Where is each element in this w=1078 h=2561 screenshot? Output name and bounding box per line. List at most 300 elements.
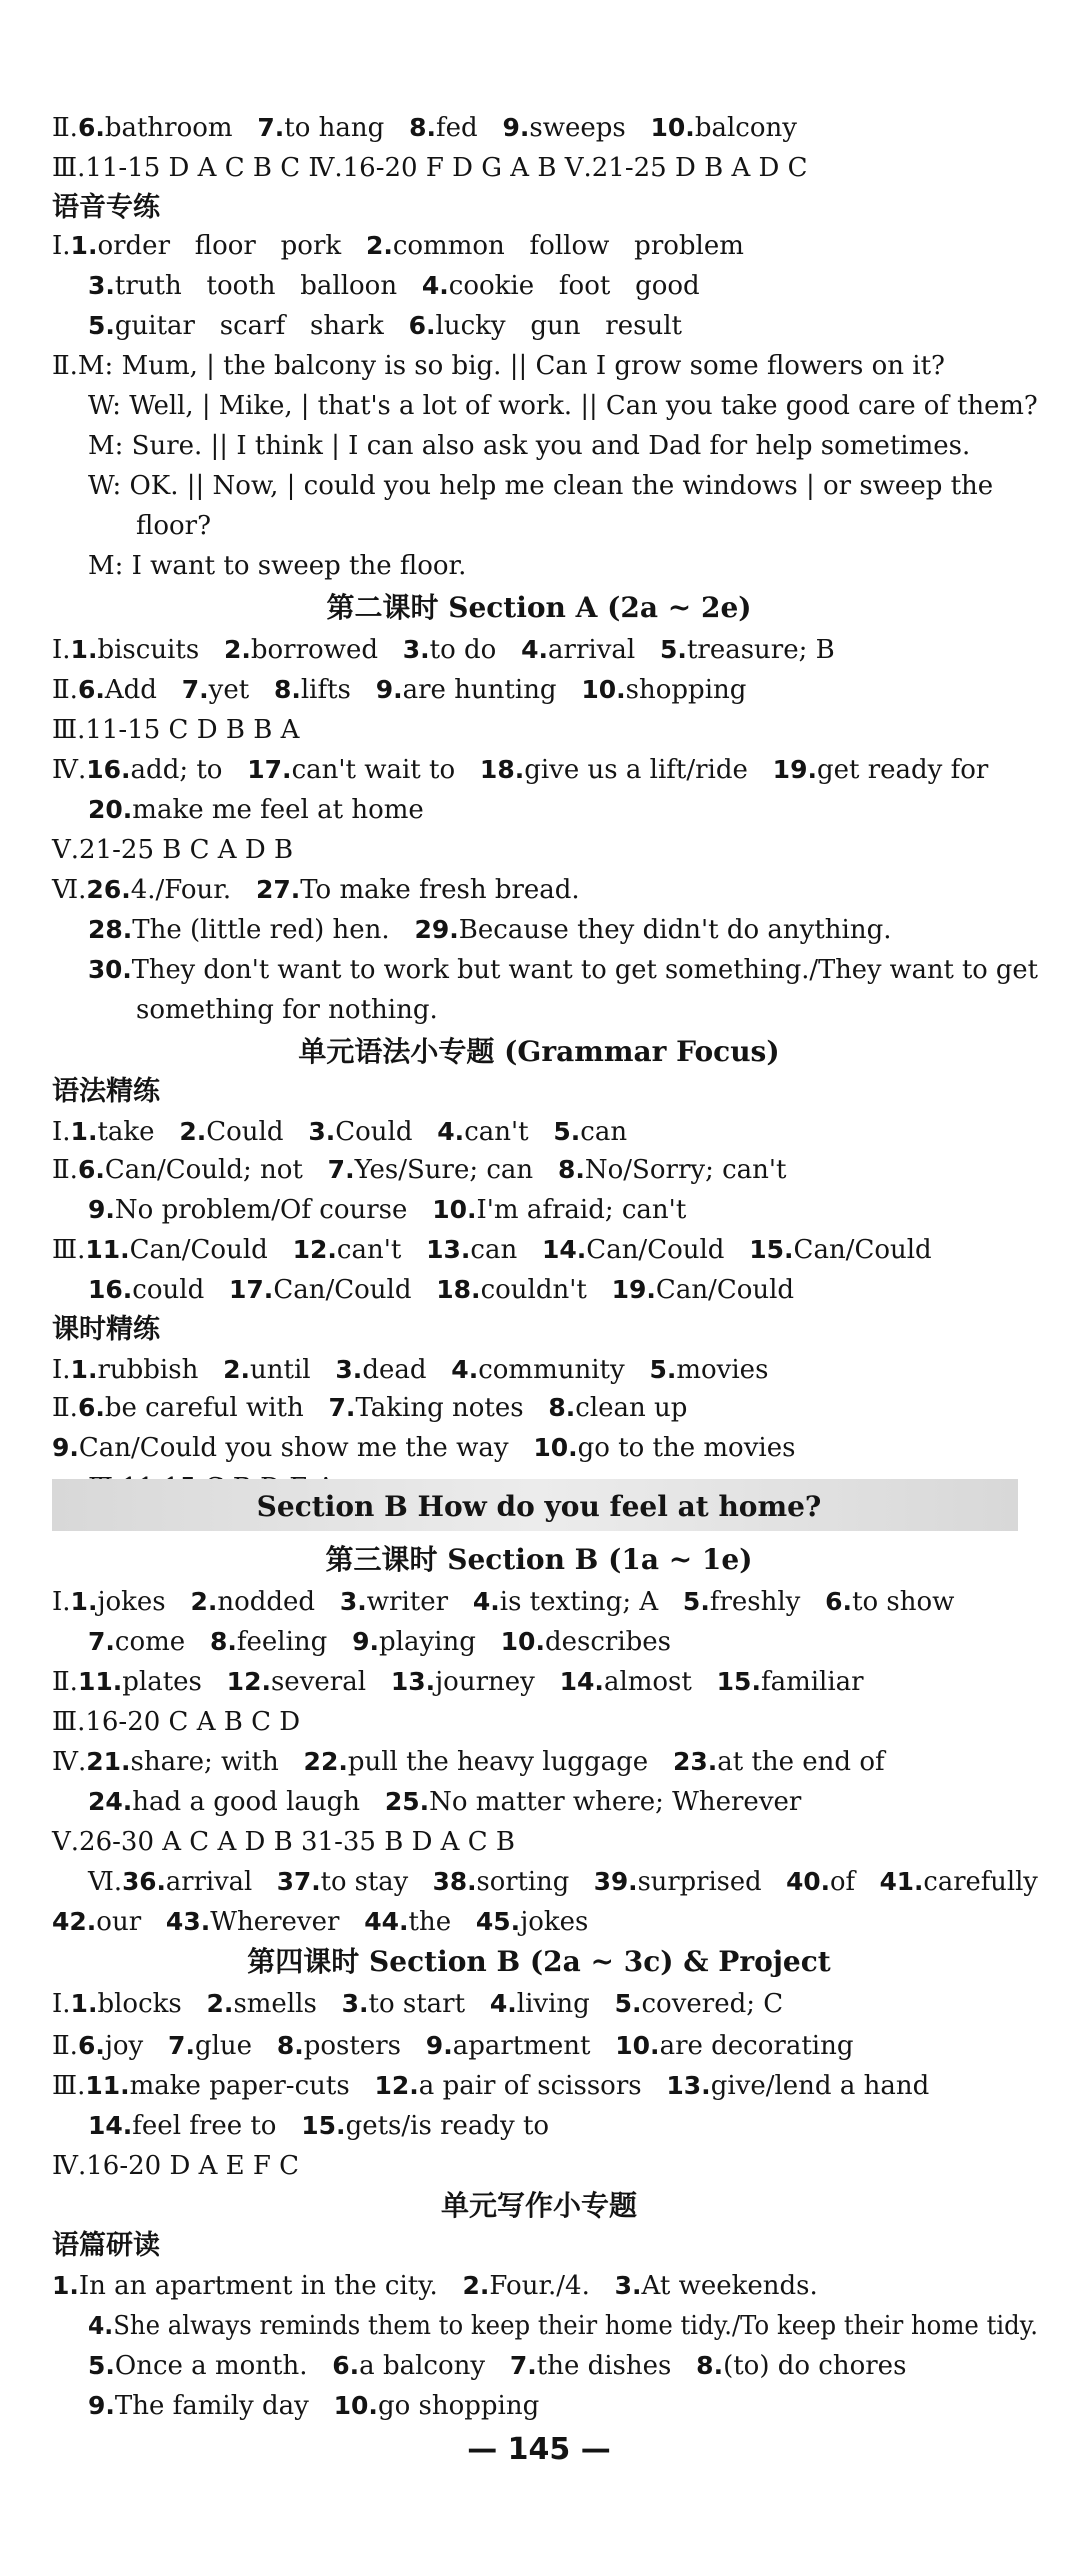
item-number: 1. (70, 1355, 98, 1384)
answer-text: describes (544, 1627, 672, 1657)
item-number: 1. (70, 1989, 98, 2018)
item-number: 39. (593, 1867, 638, 1896)
item-number: 45. (475, 1907, 521, 1936)
answer-text: freshly (709, 1587, 801, 1617)
answer-text: Can/Could (586, 1235, 725, 1265)
answer-text: M: I want to sweep the floor. (88, 551, 467, 581)
roman-numeral: Ⅵ. (88, 1867, 123, 1897)
answer-line (0, 2226, 1078, 2266)
answer-line (0, 950, 1078, 990)
answer-text: (to) do chores (723, 2351, 907, 2381)
answer-line (0, 2026, 1078, 2066)
item-number: 1. (52, 2271, 79, 2300)
item-number: 10. (533, 1433, 578, 1462)
roman-numeral: Ⅱ. (52, 2031, 78, 2061)
answer-text: borrowed (250, 635, 378, 665)
roman-numeral: Ⅰ. (52, 231, 71, 261)
answer-text: W: Well, | Mike, | that's a lot of work. || Can you take good care of them? (88, 391, 1038, 421)
item-number: 18. (436, 1275, 481, 1304)
answer-text: surprised (637, 1867, 762, 1897)
answer-line (0, 188, 1078, 228)
item-number: 19. (611, 1275, 656, 1304)
lesson-title: 第三课时 Section B (1a ~ 1e) (325, 1543, 753, 1576)
item-number: 5. (649, 1355, 677, 1384)
item-number: 26. (86, 875, 131, 904)
answer-line (0, 1270, 1078, 1310)
item-number: 36. (122, 1867, 166, 1896)
item-number: 44. (364, 1907, 409, 1936)
item-number: 8. (548, 1393, 576, 1422)
item-number: 5. (88, 311, 115, 340)
item-number: 27. (255, 875, 301, 904)
answer-text: I'm afraid; can't (476, 1195, 687, 1225)
answer-text: Ⅱ.M: Mum, | the balcony is so big. || Can I grow some flowers on it? (52, 351, 946, 381)
item-number: 10. (581, 675, 626, 704)
item-number: 3. (308, 1117, 336, 1146)
answer-text: apartment (452, 2031, 591, 2061)
answer-text: Ⅲ.11-15 C D B B A (52, 715, 300, 745)
answer-text: Wherever (210, 1907, 340, 1937)
answer-text: go to the movies (577, 1433, 796, 1463)
item-number: 11. (85, 2071, 130, 2100)
answer-text: almost (603, 1667, 692, 1697)
answer-text: Can/Could (793, 1235, 932, 1265)
item-number: 1. (70, 231, 98, 260)
item-number: 8. (696, 2351, 724, 2380)
answer-line (0, 108, 1078, 148)
answer-line (0, 148, 1078, 188)
answer-text: fed (436, 113, 478, 143)
item-number: 6. (77, 675, 105, 704)
answer-line (0, 306, 1078, 346)
answer-text: Could (335, 1117, 413, 1147)
item-number: 9. (88, 1195, 115, 1224)
item-number: 41. (879, 1867, 924, 1896)
item-number: 9. (88, 2391, 115, 2420)
answer-text: biscuits (97, 635, 200, 665)
answer-line (0, 1190, 1078, 1230)
answer-line (0, 346, 1078, 386)
item-number: 2. (190, 1587, 218, 1616)
answer-line (0, 1822, 1078, 1862)
answer-line (0, 1984, 1078, 2024)
item-number: 28. (88, 915, 133, 944)
answer-line (0, 750, 1078, 790)
item-number: 15. (301, 2111, 346, 2140)
answer-line (0, 1702, 1078, 1742)
answer-text: At weekends. (641, 2271, 818, 2301)
item-number: 5. (660, 635, 687, 664)
answer-text: truth tooth balloon (114, 271, 398, 301)
roman-numeral: Ⅰ. (52, 1355, 71, 1385)
item-number: 14. (559, 1667, 604, 1696)
answer-text: The family day (114, 2391, 309, 2421)
item-number: 6. (77, 113, 105, 142)
answer-text: to start (368, 1989, 466, 2019)
answer-text: floor? (136, 511, 212, 541)
answer-line (0, 1862, 1078, 1902)
roman-numeral: Ⅱ. (52, 1155, 78, 1185)
item-number: 38. (432, 1867, 477, 1896)
answer-text: They don't want to work but want to get something./They want to get (131, 955, 1038, 985)
roman-numeral: Ⅲ. (52, 1235, 86, 1265)
item-number: 9. (352, 1627, 379, 1656)
answer-text: smells (233, 1989, 317, 2019)
answer-line (0, 2146, 1078, 2186)
answer-text: familiar (760, 1667, 864, 1697)
answer-text: 4./Four. (130, 875, 232, 905)
answer-line (0, 426, 1078, 466)
answer-text: cookie foot good (448, 271, 700, 301)
item-number: 12. (292, 1235, 337, 1264)
answer-text: No/Sorry; can't (584, 1155, 787, 1185)
answer-line (0, 910, 1078, 950)
item-number: 20. (88, 795, 133, 824)
answer-text: community (478, 1355, 625, 1385)
answer-line (0, 870, 1078, 910)
answer-text: Can/Could you show me the way (78, 1433, 509, 1463)
answer-text: gets/is ready to (345, 2111, 550, 2141)
answer-text: to hang (284, 113, 385, 143)
item-number: 5. (614, 1989, 642, 2018)
answer-text: give us a lift/ride (524, 755, 748, 785)
item-number: 8. (557, 1155, 585, 1184)
answer-text: living (516, 1989, 590, 2019)
answer-text: The (little red) hen. (132, 915, 390, 945)
item-number: 16. (88, 1275, 133, 1304)
answer-line (0, 2306, 1078, 2346)
answer-line (0, 670, 1078, 710)
item-number: 25. (384, 1787, 430, 1816)
answer-text: Yes/Sure; can (354, 1155, 534, 1185)
answer-line (0, 1782, 1078, 1822)
answer-text: take (97, 1117, 155, 1147)
answer-text: covered; C (641, 1989, 784, 2019)
roman-numeral: Ⅱ. (52, 675, 78, 705)
answer-text: nodded (217, 1587, 316, 1617)
answer-line (0, 1112, 1078, 1152)
answer-text: to stay (320, 1867, 409, 1897)
roman-numeral: Ⅳ. (52, 1747, 87, 1777)
item-number: 17. (229, 1275, 274, 1304)
answer-text: give/lend a hand (710, 2071, 930, 2101)
item-number: 22. (303, 1747, 348, 1776)
roman-numeral: Ⅵ. (52, 875, 87, 905)
answer-text: arrival (548, 635, 636, 665)
item-number: 23. (672, 1747, 718, 1776)
roman-numeral: Ⅰ. (52, 1989, 71, 2019)
answer-text: plates (122, 1667, 202, 1697)
answer-line (0, 1902, 1078, 1942)
answer-line (0, 546, 1078, 586)
item-number: 16. (86, 755, 131, 784)
answer-text: can (470, 1235, 518, 1265)
item-number: 6. (77, 2031, 105, 2060)
item-number: 9. (502, 113, 530, 142)
item-number: 3. (88, 271, 115, 300)
answer-text: be careful with (104, 1393, 304, 1423)
item-number: 15. (716, 1667, 761, 1696)
subsection-heading: 课时精练 (52, 1314, 160, 1345)
answer-line (0, 386, 1078, 426)
answer-line (0, 990, 1078, 1030)
item-number: 3. (339, 1587, 367, 1616)
item-number: 7. (328, 1393, 356, 1422)
answer-text: Add (104, 675, 157, 705)
answer-text: are hunting (402, 675, 557, 705)
answer-text: Can/Could (129, 1235, 268, 1265)
answer-line (0, 1150, 1078, 1190)
item-number: 42. (52, 1907, 97, 1936)
answer-line (0, 1582, 1078, 1622)
item-number: 12. (226, 1667, 271, 1696)
answer-text: come (114, 1627, 186, 1657)
item-number: 3. (614, 2271, 642, 2300)
item-number: 29. (414, 915, 459, 944)
answer-line (0, 1072, 1078, 1112)
item-number: 7. (327, 1155, 355, 1184)
item-number: 9. (52, 1433, 79, 1462)
item-number: 5. (682, 1587, 710, 1616)
answer-line (0, 830, 1078, 870)
answer-text: lifts (300, 675, 351, 705)
answer-text: can (580, 1117, 628, 1147)
answer-text: feeling (236, 1627, 328, 1657)
answer-line (0, 2346, 1078, 2386)
answer-text: Ⅳ.16-20 D A E F C (52, 2151, 300, 2181)
item-number: 24. (88, 1787, 133, 1816)
answer-text: can't (464, 1117, 529, 1147)
answer-line (0, 1230, 1078, 1270)
answer-text: can't wait to (291, 755, 456, 785)
answer-line (0, 790, 1078, 830)
item-number: 4. (521, 635, 549, 664)
item-number: 7. (509, 2351, 537, 2380)
answer-line (0, 2266, 1078, 2306)
item-number: 4. (421, 271, 449, 300)
answer-text: are decorating (659, 2031, 854, 2061)
answer-text: playing (379, 1627, 476, 1657)
answer-text: is texting; A (499, 1587, 659, 1617)
item-number: 5. (553, 1117, 581, 1146)
item-number: 17. (247, 755, 292, 784)
item-number: 9. (425, 2031, 453, 2060)
answer-text: jokes (520, 1907, 589, 1937)
item-number: 15. (749, 1235, 794, 1264)
answer-text: make paper-cuts (129, 2071, 350, 2101)
answer-text: To make fresh bread. (300, 875, 580, 905)
roman-numeral: Ⅰ. (52, 1117, 71, 1147)
item-number: 2. (223, 635, 251, 664)
item-number: 7. (168, 2031, 195, 2060)
answer-text: clean up (575, 1393, 688, 1423)
answer-text: jokes (97, 1587, 166, 1617)
answer-line (0, 1662, 1078, 1702)
answer-line (0, 630, 1078, 670)
roman-numeral: Ⅰ. (52, 635, 71, 665)
item-number: 14. (542, 1235, 587, 1264)
answer-line (0, 506, 1078, 546)
item-number: 10. (500, 1627, 545, 1656)
answer-line (0, 2066, 1078, 2106)
item-number: 10. (333, 2391, 378, 2420)
answer-text: couldn't (480, 1275, 587, 1305)
answer-text: make me feel at home (132, 795, 424, 825)
item-number: 40. (786, 1867, 831, 1896)
lesson-title: 第二课时 Section A (2a ~ 2e) (326, 591, 752, 624)
answer-line (0, 1350, 1078, 1390)
item-number: 6. (77, 1155, 105, 1184)
answer-text: order floor pork (97, 231, 342, 261)
answer-text: to do (429, 635, 497, 665)
answer-text: writer (366, 1587, 449, 1617)
answer-text: Could (206, 1117, 284, 1147)
roman-numeral: Ⅲ. (52, 2071, 86, 2101)
answer-line (0, 2106, 1078, 2146)
answer-text: guitar scarf shark (114, 311, 384, 341)
answer-text: bathroom (104, 113, 233, 143)
item-number: 3. (341, 1989, 369, 2018)
answer-text: add; to (130, 755, 223, 785)
subsection-heading: 语法精练 (52, 1076, 160, 1107)
roman-numeral: Ⅱ. (52, 113, 78, 143)
answer-text: shopping (625, 675, 747, 705)
answer-text: at the end of (717, 1747, 885, 1777)
item-number: 37. (276, 1867, 321, 1896)
page-number: — 145 — (467, 2432, 611, 2467)
answer-text: journey (435, 1667, 535, 1697)
answer-text: She always reminds them to keep their home tidy./To keep their home tidy. (113, 2311, 1039, 2341)
item-number: 3. (402, 635, 430, 664)
lesson-title: 第四课时 Section B (2a ~ 3c) & Project (247, 1945, 831, 1978)
item-number: 1. (70, 635, 98, 664)
answer-text: something for nothing. (136, 995, 438, 1025)
answer-text: our (96, 1907, 142, 1937)
answer-text: arrival (165, 1867, 253, 1897)
item-number: 1. (70, 1587, 98, 1616)
item-number: 12. (374, 2071, 419, 2100)
answer-text: carefully (923, 1867, 1038, 1897)
answer-text: Because they didn't do anything. (458, 915, 892, 945)
answer-text: movies (676, 1355, 769, 1385)
answer-text: rubbish (97, 1355, 199, 1385)
answer-text: M: Sure. || I think | I can also ask you and Dad for help sometimes. (88, 431, 971, 461)
item-number: 7. (257, 113, 285, 142)
subsection-heading: 语篇研读 (52, 2230, 160, 2261)
item-number: 13. (666, 2071, 711, 2100)
roman-numeral: Ⅱ. (52, 1667, 78, 1697)
item-number: 7. (181, 675, 209, 704)
answer-text: treasure; B (686, 635, 835, 665)
answer-text: a balcony (359, 2351, 486, 2381)
answer-line (0, 466, 1078, 506)
answer-line (0, 2386, 1078, 2426)
roman-numeral: Ⅰ. (52, 1587, 71, 1617)
answer-text: the dishes (536, 2351, 672, 2381)
answer-text: Four./4. (489, 2271, 590, 2301)
item-number: 1. (70, 1117, 98, 1146)
item-number: 2. (462, 2271, 490, 2300)
answer-text: W: OK. || Now, | could you help me clean the windows | or sweep the (88, 471, 994, 501)
item-number: 13. (426, 1235, 471, 1264)
item-number: 18. (479, 755, 525, 784)
answer-line (0, 1622, 1078, 1662)
subsection-heading: 语音专练 (52, 192, 160, 223)
answer-text: Taking notes (355, 1393, 524, 1423)
answer-text: get ready for (816, 755, 989, 785)
answer-text: of (830, 1867, 856, 1897)
answer-text: Ⅴ.26-30 A C A D B 31-35 B D A C B (52, 1827, 515, 1857)
item-number: 13. (390, 1667, 436, 1696)
answer-text: Can/Could (273, 1275, 412, 1305)
answer-text: the (408, 1907, 452, 1937)
answer-text: Can/Could; not (104, 1155, 303, 1185)
item-number: 4. (88, 2311, 114, 2340)
section-b-title: Section B How do you feel at home? (256, 1490, 822, 1523)
answer-text: joy (104, 2031, 144, 2061)
answer-line (0, 710, 1078, 750)
answer-text: glue (194, 2031, 253, 2061)
answer-line (0, 1310, 1078, 1350)
answer-text: pull the heavy luggage (347, 1747, 649, 1777)
answer-text: a pair of scissors (418, 2071, 642, 2101)
answer-line (0, 1388, 1078, 1428)
answer-text: could (132, 1275, 205, 1305)
answer-line (0, 226, 1078, 266)
answer-text: go shopping (377, 2391, 540, 2421)
answer-text: can't (336, 1235, 402, 1265)
item-number: 43. (165, 1907, 211, 1936)
item-number: 6. (408, 311, 436, 340)
answer-text: Once a month. (114, 2351, 308, 2381)
answer-text: share; with (130, 1747, 279, 1777)
item-number: 8. (409, 113, 436, 142)
item-number: 6. (77, 1393, 105, 1422)
item-number: 11. (85, 1235, 130, 1264)
item-number: 30. (88, 955, 132, 984)
answer-text: Ⅲ.11-15 D A C B C Ⅳ.16-20 F D G A B Ⅴ.21-25 D B A D C (52, 153, 808, 183)
answer-text: had a good laugh (132, 1787, 361, 1817)
answer-text: lucky gun result (435, 311, 682, 341)
item-number: 2. (365, 231, 393, 260)
answer-text: No matter where; Wherever (429, 1787, 802, 1817)
item-number: 14. (88, 2111, 133, 2140)
item-number: 2. (223, 1355, 251, 1384)
item-number: 10. (432, 1195, 477, 1224)
answer-text: to show (852, 1587, 955, 1617)
item-number: 9. (375, 675, 403, 704)
item-number: 19. (772, 755, 817, 784)
answer-text: blocks (97, 1989, 182, 2019)
answer-line (0, 1742, 1078, 1782)
answer-text: balcony (694, 113, 797, 143)
answer-text: sorting (476, 1867, 570, 1897)
answer-text: posters (303, 2031, 401, 2061)
item-number: 10. (650, 113, 695, 142)
answer-text: dead (362, 1355, 427, 1385)
answer-text: Can/Could (655, 1275, 795, 1305)
item-number: 7. (88, 1627, 115, 1656)
answer-text: Ⅴ.21-25 B C A D B (52, 835, 294, 865)
item-number: 3. (335, 1355, 363, 1384)
answer-text: several (270, 1667, 367, 1697)
roman-numeral: Ⅱ. (52, 1393, 78, 1423)
answer-line (0, 1428, 1078, 1468)
item-number: 10. (615, 2031, 660, 2060)
answer-text: Ⅲ.16-20 C A B C D (52, 1707, 301, 1737)
answer-text: In an apartment in the city. (78, 2271, 438, 2301)
item-number: 5. (88, 2351, 115, 2380)
